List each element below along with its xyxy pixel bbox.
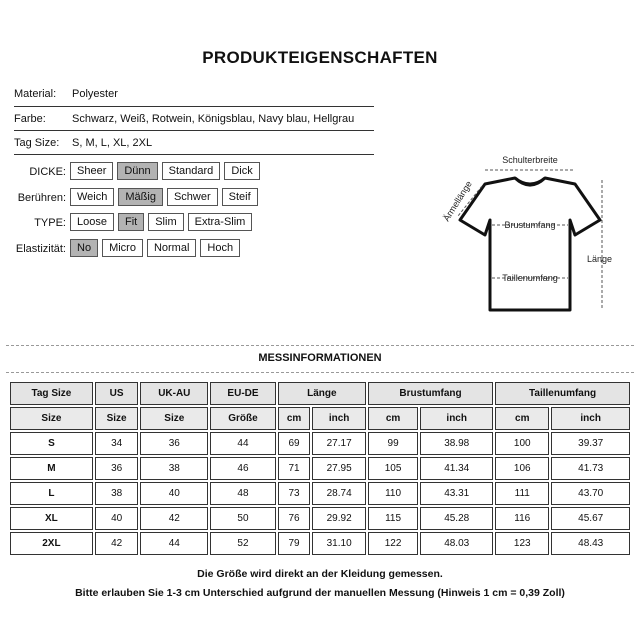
table-cell: S bbox=[10, 432, 93, 455]
label-sleeve: Ärmellänge bbox=[441, 179, 474, 224]
table-cell: Size bbox=[95, 407, 139, 430]
table-cell: 40 bbox=[140, 482, 208, 505]
table-cell: 73 bbox=[278, 482, 311, 505]
option-chip: Steif bbox=[222, 188, 258, 206]
table-cell: L bbox=[10, 482, 93, 505]
label-waist: Taillenumfang bbox=[502, 273, 558, 283]
table-cell: 36 bbox=[95, 457, 139, 480]
table-cell: 110 bbox=[368, 482, 418, 505]
table-cell: 38.98 bbox=[420, 432, 493, 455]
table-cell: 38 bbox=[95, 482, 139, 505]
table-cell: Länge bbox=[278, 382, 366, 405]
table-cell: 40 bbox=[95, 507, 139, 530]
table-cell: UK-AU bbox=[140, 382, 208, 405]
table-cell: 2XL bbox=[10, 532, 93, 555]
table-cell: 106 bbox=[495, 457, 549, 480]
table-cell: cm bbox=[278, 407, 311, 430]
size-table bbox=[8, 380, 632, 557]
option-chip: Sheer bbox=[70, 162, 113, 180]
table-cell: Brustumfang bbox=[368, 382, 493, 405]
table-cell: 50 bbox=[210, 507, 276, 530]
option-chip: Standard bbox=[162, 162, 221, 180]
table-cell: 38 bbox=[140, 457, 208, 480]
table-cell: inch bbox=[420, 407, 493, 430]
table-cell: EU-DE bbox=[210, 382, 276, 405]
divider bbox=[14, 106, 374, 107]
table-cell: 115 bbox=[368, 507, 418, 530]
table-cell: Size bbox=[10, 407, 93, 430]
table-cell: 122 bbox=[368, 532, 418, 555]
table-cell: 41.34 bbox=[420, 457, 493, 480]
label-chest: Brustumfang bbox=[504, 220, 556, 230]
table-cell: 44 bbox=[140, 532, 208, 555]
table-cell: 46 bbox=[210, 457, 276, 480]
option-group bbox=[70, 213, 252, 231]
table-row bbox=[10, 457, 630, 480]
page-title: PRODUKTEIGENSCHAFTEN bbox=[202, 48, 438, 67]
option-chip: Extra-Slim bbox=[188, 213, 253, 231]
table-cell: 69 bbox=[278, 432, 311, 455]
option-chip: Loose bbox=[70, 213, 114, 231]
table-cell: 28.74 bbox=[312, 482, 366, 505]
table-cell: US bbox=[95, 382, 139, 405]
table-cell: 39.37 bbox=[551, 432, 630, 455]
table-cell: inch bbox=[551, 407, 630, 430]
table-cell: 43.31 bbox=[420, 482, 493, 505]
table-cell: 44 bbox=[210, 432, 276, 455]
table-cell: 42 bbox=[140, 507, 208, 530]
table-cell: inch bbox=[312, 407, 366, 430]
table-cell: 43.70 bbox=[551, 482, 630, 505]
table-row bbox=[10, 482, 630, 505]
property-value: Schwarz, Weiß, Rotwein, Königsblau, Navy blau, Hellgrau bbox=[72, 113, 355, 125]
table-cell: 123 bbox=[495, 532, 549, 555]
table-cell: Taillenumfang bbox=[495, 382, 630, 405]
table-cell: 27.95 bbox=[312, 457, 366, 480]
table-cell: Größe bbox=[210, 407, 276, 430]
table-cell: 48.03 bbox=[420, 532, 493, 555]
divider bbox=[6, 372, 634, 373]
property-label: Farbe: bbox=[14, 113, 46, 125]
table-cell: 111 bbox=[495, 482, 549, 505]
option-label: Berühren: bbox=[17, 192, 66, 204]
divider bbox=[14, 154, 374, 155]
label-shoulder: Schulterbreite bbox=[502, 155, 558, 165]
table-cell: 52 bbox=[210, 532, 276, 555]
property-label: Material: bbox=[14, 88, 57, 100]
table-cell: cm bbox=[368, 407, 418, 430]
note-tolerance: Bitte erlauben Sie 1-3 cm Unterschied aufgrund der manuellen Messung (Hinweis 1 cm = 0,39 Zoll) bbox=[75, 587, 565, 599]
option-group bbox=[70, 239, 240, 257]
table-cell: 45.67 bbox=[551, 507, 630, 530]
table-cell: 76 bbox=[278, 507, 311, 530]
table-row bbox=[10, 432, 630, 455]
shirt-measurement-diagram bbox=[430, 150, 630, 320]
option-label: Elastizität: bbox=[15, 243, 66, 255]
table-cell: 27.17 bbox=[312, 432, 366, 455]
table-cell: 41.73 bbox=[551, 457, 630, 480]
property-value: S, M, L, XL, 2XL bbox=[72, 137, 153, 149]
table-cell: 42 bbox=[95, 532, 139, 555]
table-cell: 29.92 bbox=[312, 507, 366, 530]
table-header-row bbox=[10, 407, 630, 430]
table-cell: M bbox=[10, 457, 93, 480]
property-value: Polyester bbox=[72, 88, 118, 100]
table-cell: 31.10 bbox=[312, 532, 366, 555]
option-chip: Micro bbox=[102, 239, 143, 257]
table-cell: Tag Size bbox=[10, 382, 93, 405]
option-chip: Slim bbox=[148, 213, 183, 231]
option-chip: Hoch bbox=[200, 239, 240, 257]
table-cell: 105 bbox=[368, 457, 418, 480]
option-chip: Dünn bbox=[117, 162, 157, 180]
table-cell: 34 bbox=[95, 432, 139, 455]
note-measure: Die Größe wird direkt an der Kleidung gemessen. bbox=[197, 568, 443, 580]
table-cell: 99 bbox=[368, 432, 418, 455]
table-cell: 36 bbox=[140, 432, 208, 455]
table-cell: 71 bbox=[278, 457, 311, 480]
option-chip: No bbox=[70, 239, 98, 257]
table-cell: XL bbox=[10, 507, 93, 530]
option-chip: Schwer bbox=[167, 188, 218, 206]
label-length: Länge bbox=[587, 254, 613, 264]
section-title: MESSINFORMATIONEN bbox=[258, 352, 382, 364]
table-row bbox=[10, 507, 630, 530]
option-group bbox=[70, 188, 258, 206]
option-chip: Dick bbox=[224, 162, 259, 180]
divider bbox=[14, 130, 374, 131]
table-row bbox=[10, 532, 630, 555]
table-cell: cm bbox=[495, 407, 549, 430]
table-cell: 79 bbox=[278, 532, 311, 555]
property-label: Tag Size: bbox=[14, 137, 60, 149]
table-cell: 48 bbox=[210, 482, 276, 505]
option-group bbox=[70, 162, 260, 180]
option-label: DICKE: bbox=[29, 166, 66, 178]
option-chip: Weich bbox=[70, 188, 114, 206]
option-label: TYPE: bbox=[34, 217, 66, 229]
divider bbox=[6, 345, 634, 346]
table-cell: 100 bbox=[495, 432, 549, 455]
table-cell: 48.43 bbox=[551, 532, 630, 555]
option-chip: Fit bbox=[118, 213, 144, 231]
option-chip: Mäßig bbox=[118, 188, 163, 206]
table-header-row bbox=[10, 382, 630, 405]
collar bbox=[515, 178, 545, 185]
table-cell: Size bbox=[140, 407, 208, 430]
option-chip: Normal bbox=[147, 239, 196, 257]
table-cell: 45.28 bbox=[420, 507, 493, 530]
table-cell: 116 bbox=[495, 507, 549, 530]
shirt-outline bbox=[460, 178, 600, 310]
